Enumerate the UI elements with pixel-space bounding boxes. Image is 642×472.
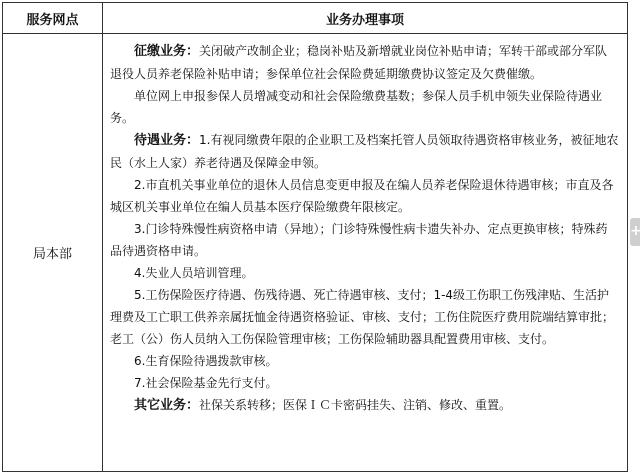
paragraph-benefits — [110, 129, 619, 174]
header-business-items: 业务办理事项 — [103, 3, 628, 34]
paragraph-benefits-6: 6.生育保险待遇拨款审核。 — [134, 354, 278, 368]
paragraph-online: 单位网上申报参保人员增减变动和社会保险缴费基数；参保人员手机申领失业保险待遇业务。 — [110, 89, 603, 125]
heading-other: 其它业务： — [134, 398, 200, 413]
plus-icon: + — [630, 223, 642, 239]
paragraph-collection — [110, 40, 619, 85]
paragraph-benefits-2: 2.市直机关事业单位的退休人员信息变更申报及在编人员养老保险退休待遇审核；市直及各城区机关事业单位在编人员基本医疗保险缴费年限核定。 — [110, 178, 614, 214]
expand-side-tab[interactable] — [630, 218, 640, 246]
text-collection: 关闭破产改制企业；稳岗补贴及新增就业岗位补贴申请；军转干部或部分军队退役人员养老保险补贴申请；参保单位社会保险费延期缴费协议签定及欠费催缴。 — [110, 44, 608, 81]
service-table — [2, 2, 628, 472]
header-service-point: 服务网点 — [3, 3, 103, 34]
table-header-row — [3, 3, 628, 34]
text-other: 社保关系转移；医保ＩＣ卡密码挂失、注销、修改、重置。 — [199, 398, 512, 412]
heading-collection: 征缴业务： — [134, 44, 200, 59]
paragraph-benefits-3: 3.门诊特殊慢性病资格申请（异地）；门诊特殊慢性病卡遗失补办、定点更换审核；特殊药品待遇资格申请。 — [110, 222, 608, 258]
heading-benefits: 待遇业务： — [134, 133, 200, 148]
paragraph-benefits-7: 7.社会保险基金先行支付。 — [134, 376, 278, 390]
table-row — [3, 34, 628, 472]
paragraph-benefits-4: 4.失业人员培训管理。 — [134, 266, 254, 280]
business-items-cell — [103, 34, 628, 472]
paragraph-benefits-5: 5.工伤保险医疗待遇、伤残待遇、死亡待遇审核、支付；1-4级工伤职工伤残津贴、生活护理费及工亡职工供养亲属抚恤金待遇资格验证、审核、支付；工伤住院医疗费用院端结算审批；老工（公）伤人员纳入工伤保险管理审核；工伤保险辅助器具配置费用审核、支付。 — [110, 288, 615, 346]
paragraph-other — [110, 394, 619, 417]
text-benefits-1: 1.有视同缴费年限的企业职工及档案托管人员领取待遇资格审核业务，被征地农民（水上人家）养老待遇及保障金申领。 — [110, 133, 619, 170]
service-point-cell: 局本部 — [3, 34, 103, 472]
